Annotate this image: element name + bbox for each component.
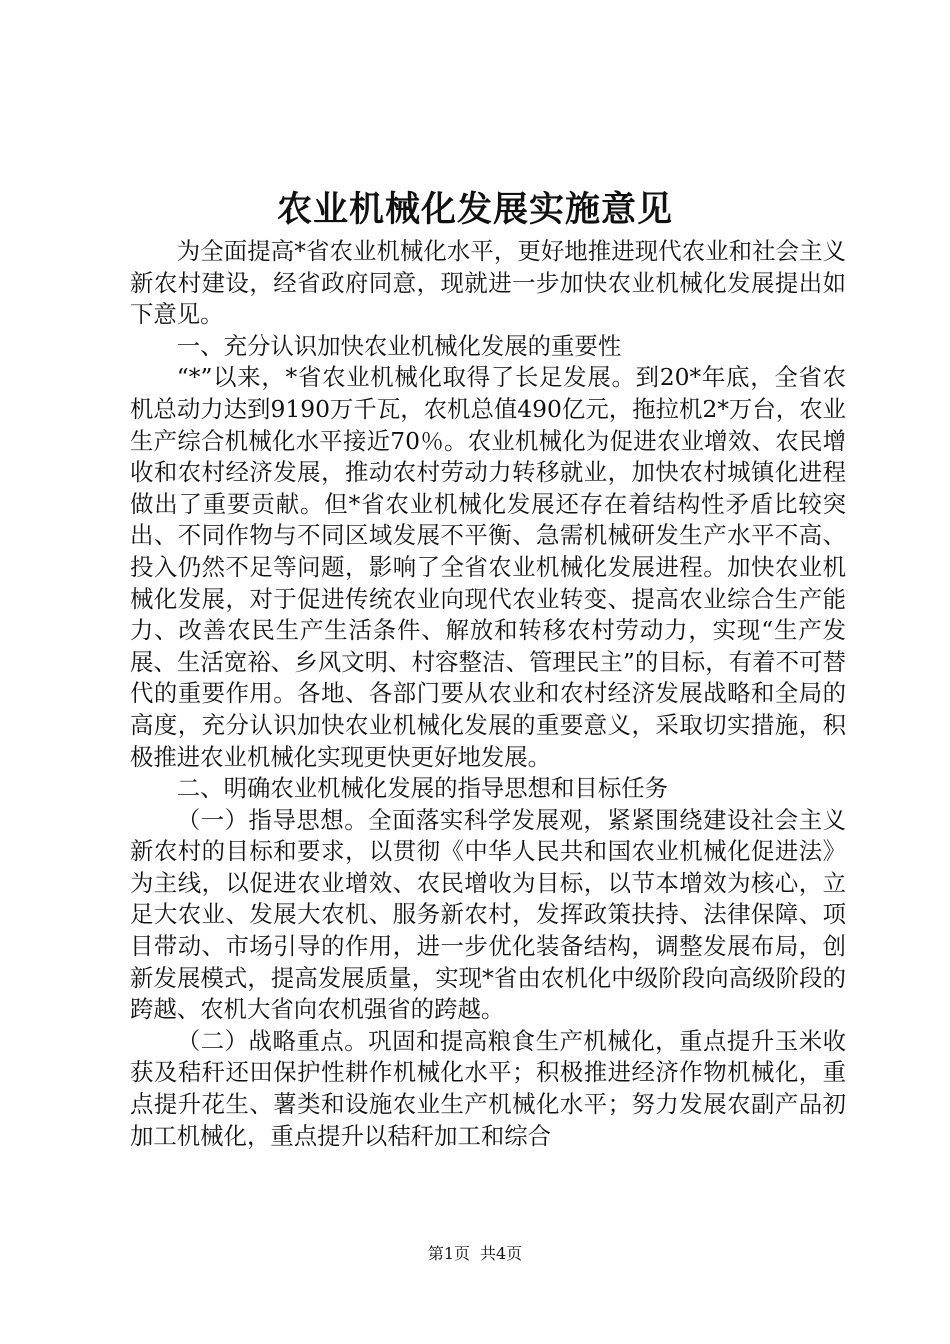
document-body [130,236,846,1152]
intro-paragraph: 为全面提高*省农业机械化水平，更好地推进现代农业和社会主义新农村建设，经省政府同意，现就进一步加快农业机械化发展提出如下意见。 [130,237,846,329]
page-number: 第1页 [427,1244,470,1263]
page-total: 共4页 [480,1244,523,1263]
section-heading-2: 二、明确农业机械化发展的指导思想和目标任务 [176,774,668,803]
document-title: 农业机械化发展实施意见 [276,189,673,230]
section-1-paragraph: “*”以来，*省农业机械化取得了长足发展。到20*年底，全省农机总动力达到9190万千瓦，农机总值490亿元，拖拉机2*万台，农业生产综合机械化水平接近70％。农业机械化为促进农业增效、农民增收和农村经济发展，推动农村劳动力转移就业，加快农村城镇化进程做出了重要贡献。但*省农业机械化发展还存在着结构性矛盾比较突出、不同作物与不同区域发展不平衡、急需机械研发生产水平不高、投入仍然不足等问题，影响了全省农业机械化发展进程。加快农业机械化发展，对于促进传统农业向现代农业转变、提高农业综合生产能力、改善农民生产生活条件、解放和转移农村劳动力，实现“生产发展、生活宽裕、乡风文明、村容整洁、管理民主”的目标，有着不可替代的重要作用。各地、各部门要从农业和农村经济发展战略和全局的高度，充分认识加快农业机械化发展的重要意义，采取切实措施，积极推进农业机械化实现更快更好地发展。 [130,363,846,771]
strategic-focus-paragraph: （二）战略重点。巩固和提高粮食生产机械化，重点提升玉米收获及秸秆还田保护性耕作机械化水平；积极推进经济作物机械化，重点提升花生、薯类和设施农业生产机械化水平；努力发展农副产品初加工机械化，重点提升以秸秆加工和综合 [130,1026,846,1150]
section-heading-1: 一、充分认识加快农业机械化发展的重要性 [176,331,622,360]
page-footer [0,1243,950,1265]
guiding-ideology-paragraph: （一）指导思想。全面落实科学发展观，紧紧围绕建设社会主义新农村的目标和要求，以贯彻《中华人民共和国农业机械化促进法》为主线，以促进农业增效、农民增收为目标，以节本增效为核心，立足大农业、发展大农机、服务新农村，发挥政策扶持、法律保障、项目带动、市场引导的作用，进一步优化装备结构，调整发展布局，创新发展模式，提高发展质量，实现*省由农机化中级阶段向高级阶段的跨越、农机大省向农机强省的跨越。 [130,805,846,1024]
